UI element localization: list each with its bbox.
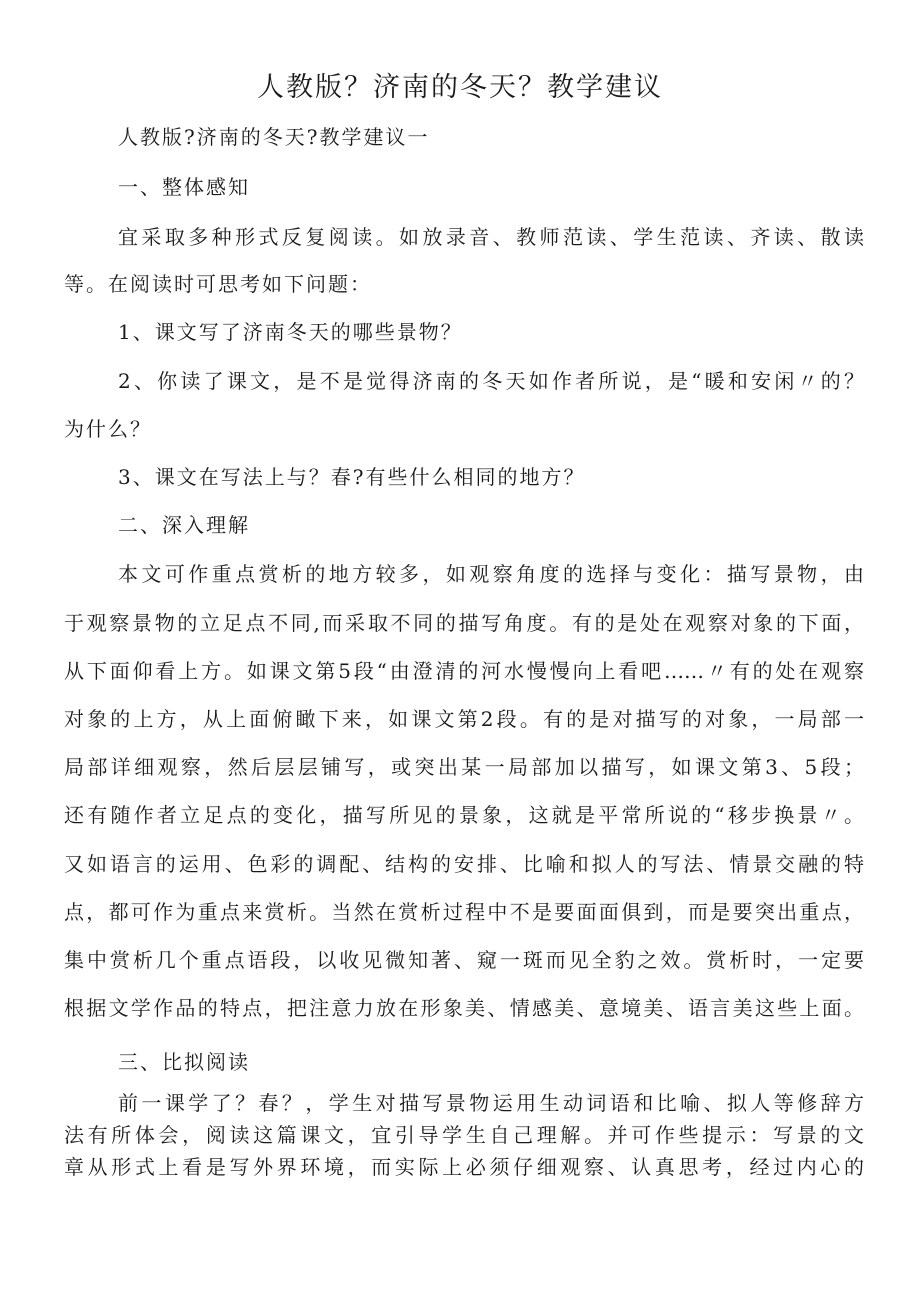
section1-paragraph-line: 宜采取多种形式反复阅读。如放录音、教师范读、学生范读、齐读、散读 bbox=[118, 225, 864, 249]
question-2-line: 为什么？ bbox=[64, 417, 152, 441]
section2-paragraph-line: 又如语言的运用、色彩的调配、结构的安排、比喻和拟人的写法、情景交融的特 bbox=[64, 852, 864, 876]
section2-paragraph-line: 本文可作重点赏析的地方较多，如观察角度的选择与变化：描写景物，由 bbox=[118, 562, 864, 586]
section3-paragraph-line: 法有所体会，阅读这篇课文，宜引导学生自己理解。并可作些提示：写景的文 bbox=[64, 1123, 864, 1147]
question-1: 1、课文写了济南冬天的哪些景物？ bbox=[118, 320, 463, 344]
question-3: 3、课文在写法上与？春?有些什么相同的地方？ bbox=[118, 465, 586, 489]
section1-heading: 一、整体感知 bbox=[118, 175, 250, 199]
section2-paragraph-line: 从下面仰看上方。如课文第5段“由澄清的河水慢慢向上看吧……〃有的处在观察 bbox=[64, 659, 864, 683]
section2-paragraph-line: 局部详细观察，然后层层铺写，或突出某一局部加以描写，如课文第3、5段； bbox=[64, 755, 864, 779]
document-title: 人教版？济南的冬天？教学建议 bbox=[257, 72, 663, 103]
section2-heading: 二、深入理解 bbox=[118, 513, 250, 537]
document-subtitle: 人教版?济南的冬天?教学建议一 bbox=[118, 125, 430, 149]
section2-paragraph-line: 根据文学作品的特点，把注意力放在形象美、情感美、意境美、语言美这些上面。 bbox=[64, 996, 864, 1020]
question-2-line: 2、你读了课文，是不是觉得济南的冬天如作者所说，是“暖和安闲〃的？ bbox=[118, 369, 864, 393]
section2-paragraph-line: 还有随作者立足点的变化，描写所见的景象，这就是平常所说的“移步换景〃。 bbox=[64, 803, 864, 827]
section2-paragraph-line: 于观察景物的立足点不同,而采取不同的描写角度。有的是处在观察对象的下面， bbox=[64, 611, 864, 635]
section1-paragraph-line: 等。在阅读时可思考如下问题： bbox=[64, 272, 372, 296]
section2-paragraph-line: 集中赏析几个重点语段，以收见微知著、窥一斑而见全豹之效。赏析时，一定要 bbox=[64, 948, 864, 972]
section3-paragraph-line: 章从形式上看是写外界环境，而实际上必须仔细观察、认真思考，经过内心的 bbox=[64, 1155, 864, 1179]
section3-heading: 三、比拟阅读 bbox=[118, 1050, 250, 1074]
section3-paragraph-line: 前一课学了？春？，学生对描写景物运用生动词语和比喻、拟人等修辞方 bbox=[118, 1091, 864, 1115]
section2-paragraph-line: 点，都可作为重点来赏析。当然在赏析过程中不是要面面俱到，而是要突出重点， bbox=[64, 900, 864, 924]
section2-paragraph-line: 对象的上方，从上面俯瞰下来，如课文第2段。有的是对描写的对象，一局部一 bbox=[64, 707, 864, 731]
